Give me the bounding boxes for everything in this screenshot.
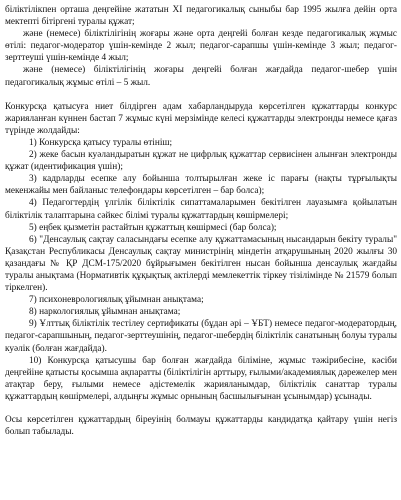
requirement-item-6: 6) "Денсаулық сақтау саласындағы есепке алу құжаттамасының нысандарын бекіту туралы" Қазақстан Республикасы Денсаулық сақтау министрінің міндетін атқарушының 2020 жылғы 30 қазандағы № ҚР ДСМ-175/2020 бұйрығымен бекітілген нысан бойынша денсаулық жағдайы туралы анықтама (Нормативтік құқықтық актілердi мемлекеттік тіркеу тізілімінде № 21579 болып тіркелген). (5, 234, 397, 294)
requirement-item-7: 7) психоневрологиялық ұйымнан анықтама; (29, 295, 204, 306)
requirement-item-1: 1) Конкурсқа қатысу туралы өтініш; (29, 137, 173, 148)
paragraph-gap (5, 89, 397, 101)
requirement-item-3: 3) кадрларды есепке алу бойынша толтырылған жеке іс парағы (нақты тұрғылықты мекенжайы мен байланыс телефондары көрсетілген – бар болса); (5, 174, 397, 197)
requirement-item-8: 8) наркологиялық ұйымнан анықтама; (29, 307, 181, 318)
intro-paragraph-3: және (немесе) біліктілігінің жоғары деңгейі болған жағдайда педагог-шебер үшін педагогикалық жұмыс өтілі – 5 жыл. (5, 65, 397, 88)
requirement-item-5: 5) еңбек қызметін растайтын құжаттың көшірмесі (бар болса); (29, 222, 277, 233)
paragraph-gap (5, 403, 397, 414)
closing-paragraph: Осы көрсетілген құжаттардың біреуінің болмауы құжаттарды кандидатқа қайтару үшін негіз болып табылады. (5, 415, 397, 438)
intro-paragraph-2: және (немесе) біліктілігінің жоғары және орта деңгейі болған кезде педагогикалық жұмыс өтілі: педагог-модератор үшін-кемінде 2 жыл; педагог-сарапшы үшін-кемінде 3 жыл; педагог-зерттеуші үшін-кемінде 4 жыл; (5, 29, 397, 64)
requirement-item-2: 2) жеке басын куәландыратын құжат не цифрлық құжаттар сервисінен алынған электронды құжат (идентификация үшін); (5, 150, 397, 173)
requirement-item-9: 9) Ұлттық біліктілік тестілеу сертификаты (бұдан әрі – ҰБТ) немесе педагог-модератордың, педагог-сарапшының, педагог-зерттеушінің, педагог-шебердің біліктілік санатының болуы туралы куәлік (болған жағдайда). (5, 319, 397, 354)
requirement-item-4: 4) Педагогтердің үлгілік біліктілік сипаттамаларымен бекітілген лауазымға қойылатын біліктілік талаптарына сәйкес білімі туралы құжаттардың көшірмелері; (5, 198, 397, 221)
intro-paragraph-1: біліктілікпен орташа деңгейіне жататын XI педагогикалық сыныбы бар 1995 жылға дейін орта мектепті бітіргені туралы құжат; (5, 5, 397, 28)
requirement-item-10: 10) Конкурсқа қатысушы бар болған жағдайда біліміне, жұмыс тәжірибесіне, кәсіби деңгейіне қатысты қосымша ақпаратты (біліктілігін арттыру, ғылыми/академиялық дәрежелер мен атақтар беру, ғылыми немесе әдістемелік жарияланымдар, біліктілік санаттар туралы құжаттардың көшірмелері, алдыңғы жұмыс орнының басшылығынан ұсынымдар) ұсынады. (5, 355, 397, 402)
requirements-lead: Конкурсқа қатысуға ниет білдірген адам хабарландыруда көрсетілген құжаттарды конкурс жарияланған күннен бастап 7 жұмыс күні мерзімінде келесі құжаттарды электронды немесе қағаз түрінде жолдайды: (5, 101, 397, 136)
